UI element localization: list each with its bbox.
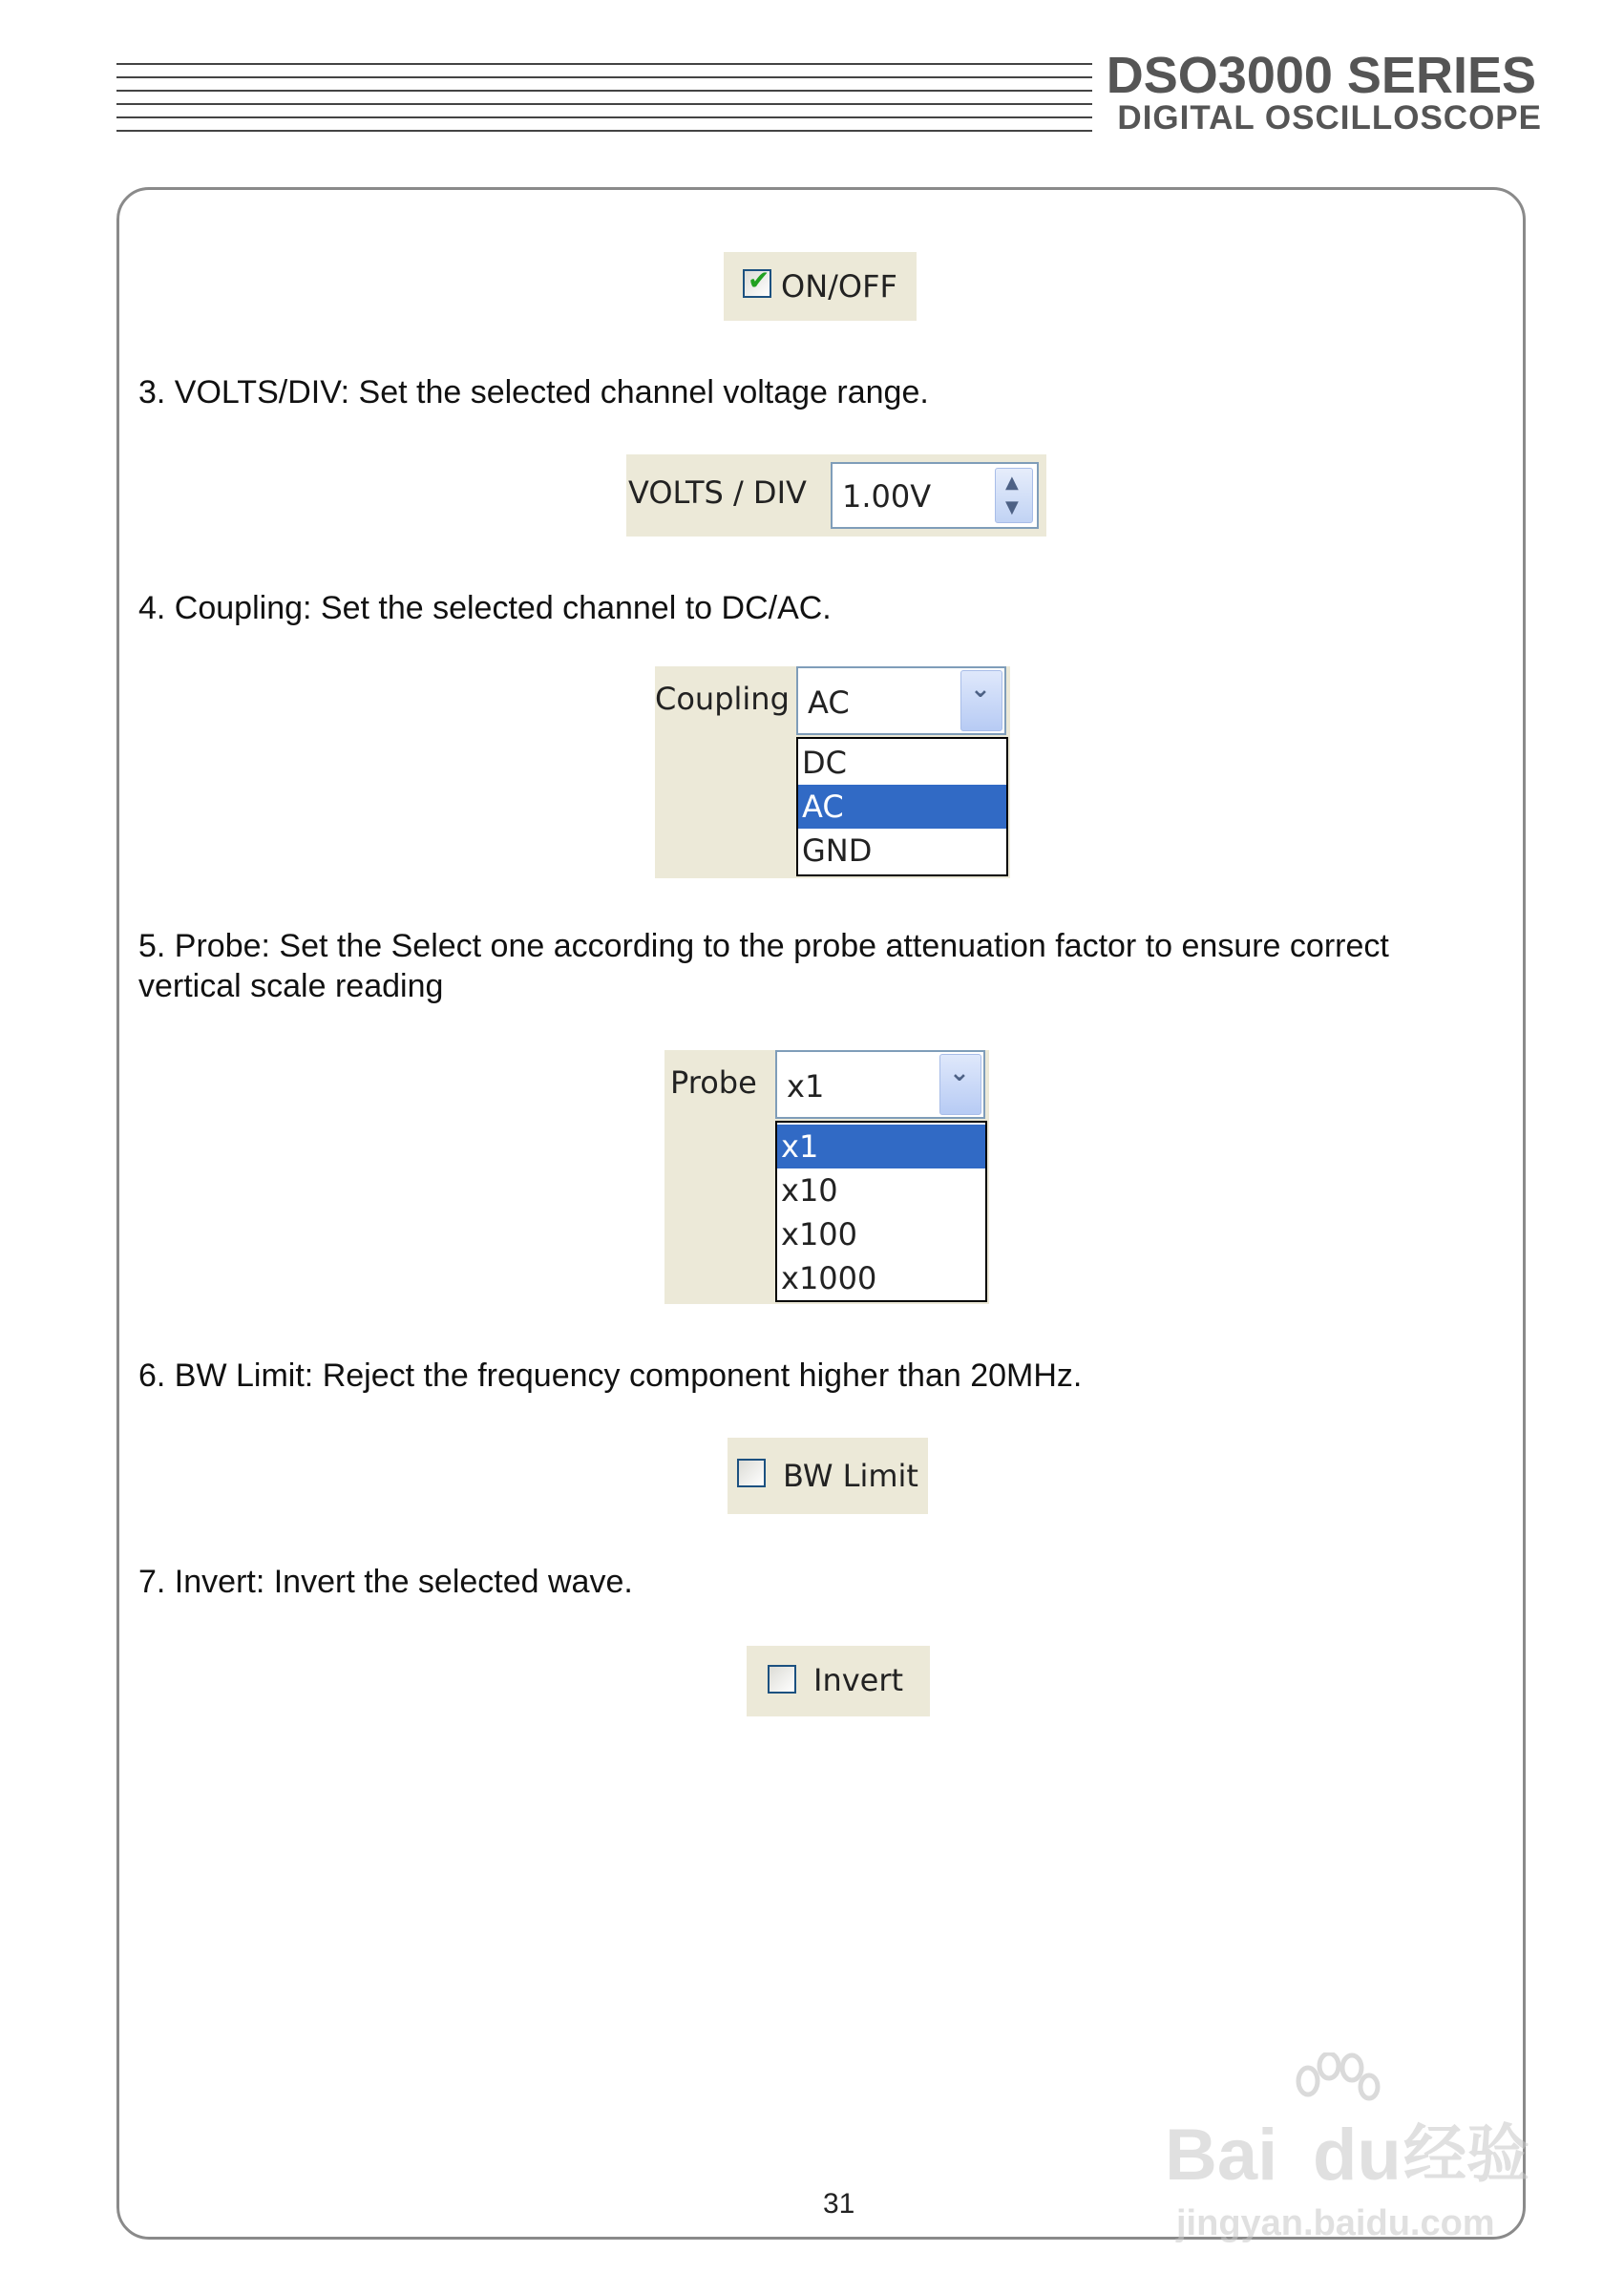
coupling-dropdown-button[interactable]: [960, 670, 1002, 731]
baidu-watermark: [1155, 2052, 1556, 2243]
volts-div-value: 1.00V: [842, 478, 932, 515]
paragraph-bw-limit: 6. BW Limit: Reject the frequency component higher than 20MHz.: [138, 1357, 1083, 1394]
header-rules: [116, 63, 1092, 134]
volts-div-spinbox[interactable]: [831, 462, 1039, 529]
chevron-down-icon: ⌄: [949, 1059, 970, 1087]
coupling-options-list[interactable]: [796, 737, 1008, 876]
onoff-checkbox-widget[interactable]: [724, 252, 917, 321]
probe-option-x100[interactable]: x100: [781, 1216, 858, 1252]
coupling-option-gnd[interactable]: GND: [802, 832, 873, 869]
bw-limit-checkbox[interactable]: [737, 1459, 766, 1487]
spin-up-icon[interactable]: ▲: [1005, 473, 1019, 493]
probe-options-list[interactable]: [775, 1121, 987, 1302]
probe-widget: [664, 1050, 989, 1304]
invert-checkbox-widget[interactable]: [747, 1646, 930, 1716]
invert-label: Invert: [813, 1662, 904, 1698]
watermark-brand-du: du: [1313, 2115, 1402, 2196]
checkmark-icon: ✔: [748, 264, 770, 296]
paragraph-probe: 5. Probe: Set the Select one according to the probe attenuation factor to ensure correct vertical scale reading: [138, 928, 1389, 1004]
volts-div-spin-buttons[interactable]: [995, 468, 1033, 523]
paragraph-volts-div: 3. VOLTS/DIV: Set the selected channel voltage range.: [138, 374, 929, 410]
document-subtitle: DIGITAL OSCILLOSCOPE: [1117, 99, 1542, 137]
watermark-url: jingyan.baidu.com: [1176, 2203, 1495, 2243]
page-number: 31: [823, 2188, 855, 2220]
probe-select-value: x1: [787, 1068, 825, 1105]
paragraph-coupling: 4. Coupling: Set the selected channel to DC/AC.: [138, 590, 832, 626]
coupling-option-dc[interactable]: DC: [802, 745, 847, 781]
onoff-label: ON/OFF: [781, 268, 897, 305]
bw-limit-checkbox-widget[interactable]: [728, 1438, 928, 1514]
watermark-brand: Bai: [1165, 2115, 1278, 2196]
onoff-checkbox[interactable]: [743, 264, 771, 298]
volts-div-label: VOLTS / DIV: [628, 474, 807, 511]
probe-option-x1[interactable]: x1: [777, 1125, 985, 1168]
invert-checkbox[interactable]: [768, 1665, 796, 1694]
coupling-label: Coupling: [655, 681, 790, 717]
coupling-option-ac[interactable]: AC: [798, 785, 1006, 829]
coupling-select[interactable]: [796, 666, 1006, 735]
probe-label: Probe: [670, 1064, 757, 1101]
chevron-down-icon: ⌄: [970, 675, 991, 704]
watermark-cn: 经验: [1403, 2117, 1529, 2191]
probe-dropdown-button[interactable]: [939, 1054, 981, 1115]
coupling-select-value: AC: [808, 684, 850, 721]
document-title: DSO3000 SERIES: [1106, 47, 1536, 104]
volts-div-widget: [626, 454, 1046, 537]
paragraph-invert: 7. Invert: Invert the selected wave.: [138, 1564, 633, 1600]
probe-select[interactable]: [775, 1050, 985, 1119]
probe-option-x10[interactable]: x10: [781, 1172, 838, 1209]
bw-limit-label: BW Limit: [783, 1458, 918, 1494]
probe-option-x1000[interactable]: x1000: [781, 1260, 877, 1296]
spin-down-icon[interactable]: ▼: [1005, 497, 1019, 517]
coupling-widget: [655, 666, 1010, 878]
